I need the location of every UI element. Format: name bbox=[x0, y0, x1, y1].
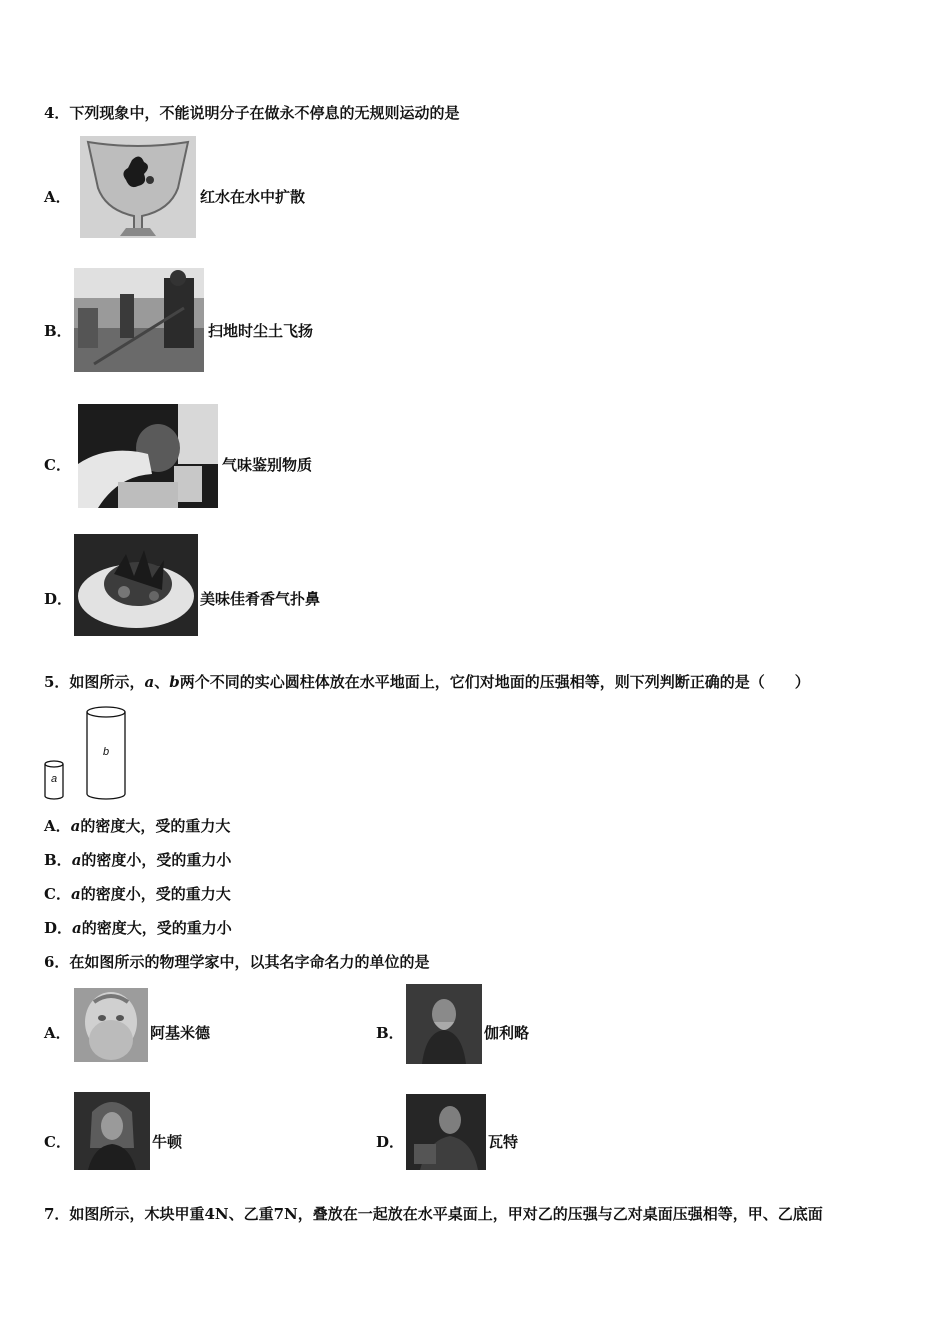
q5-var-a: a bbox=[144, 673, 155, 691]
q6-option-c-portrait bbox=[74, 1092, 150, 1170]
q5-option-c bbox=[44, 883, 231, 904]
q5-sep: 、 bbox=[154, 673, 170, 691]
q6-option-c-text: 牛顿 bbox=[152, 1133, 183, 1151]
q5-cylinder-a-label: a bbox=[50, 773, 58, 785]
q5-option-a-var: a bbox=[70, 817, 81, 835]
q4-option-b-text: 扫地时尘土飞扬 bbox=[208, 322, 314, 340]
q5-cylinder-b-label: b bbox=[102, 746, 110, 758]
q6-option-b-text: 伽利略 bbox=[484, 1024, 530, 1042]
q4-option-b-photo bbox=[74, 268, 204, 372]
q6-option-d-text: 瓦特 bbox=[488, 1133, 519, 1151]
q5-stem-number: 5．如图所示， bbox=[44, 673, 145, 691]
q4-option-a-letter: A． bbox=[44, 188, 71, 206]
q4-option-a-photo bbox=[80, 136, 196, 238]
q5-option-a bbox=[44, 815, 230, 836]
q5-cylinder-figure bbox=[42, 702, 132, 804]
q5-stem bbox=[44, 671, 810, 692]
q5-option-c-var: a bbox=[70, 885, 81, 903]
q6-stem: 6．在如图所示的物理学家中，以其名字命名力的单位的是 bbox=[44, 953, 430, 971]
q5-var-b: b bbox=[169, 673, 180, 691]
q5-option-b-text: 的密度小，受的重力小 bbox=[81, 851, 232, 869]
q7-stem: 7．如图所示，木块甲重4N、乙重7N，叠放在一起放在水平桌面上，甲对乙的压强与乙对桌面压强相等，甲、乙底面 bbox=[44, 1205, 823, 1223]
q4-option-d-letter: D． bbox=[44, 590, 73, 608]
q5-option-c-letter: C． bbox=[44, 885, 71, 903]
q5-option-d-var: a bbox=[72, 919, 82, 937]
q4-option-d-text: 美味佳肴香气扑鼻 bbox=[200, 590, 321, 608]
q6-option-a-letter: A． bbox=[44, 1024, 71, 1042]
q5-option-b-var: a bbox=[71, 851, 82, 869]
q6-option-d-portrait bbox=[406, 1094, 486, 1170]
q5-option-d-text: 的密度大，受的重力小 bbox=[81, 919, 232, 937]
q6-option-b-letter: B． bbox=[376, 1024, 404, 1042]
q4-option-c-photo bbox=[78, 404, 218, 508]
q6-option-a-text: 阿基米德 bbox=[150, 1024, 211, 1042]
q6-option-d-letter: D． bbox=[376, 1133, 405, 1151]
q5-option-c-text: 的密度小，受的重力大 bbox=[80, 885, 231, 903]
q4-option-c-letter: C． bbox=[44, 456, 71, 474]
q5-option-a-text: 的密度大，受的重力大 bbox=[80, 817, 231, 835]
q4-option-c-text: 气味鉴别物质 bbox=[222, 456, 313, 474]
q4-option-d-photo bbox=[74, 534, 198, 636]
q4-stem: 4．下列现象中，不能说明分子在做永不停息的无规则运动的是 bbox=[44, 104, 460, 122]
q5-option-d bbox=[44, 917, 232, 938]
q5-option-b-letter: B． bbox=[44, 851, 72, 869]
q6-option-c-letter: C． bbox=[44, 1133, 71, 1151]
q5-option-a-letter: A． bbox=[44, 817, 71, 835]
q4-option-a-text: 红水在水中扩散 bbox=[200, 188, 306, 206]
q4-option-b-letter: B． bbox=[44, 322, 72, 340]
q6-option-b-portrait bbox=[406, 984, 482, 1064]
q5-stem-text: 两个不同的实心圆柱体放在水平地面上，它们对地面的压强相等，则下列判断正确的是（ ） bbox=[179, 673, 810, 691]
q5-option-b bbox=[44, 849, 231, 870]
q5-option-d-letter: D． bbox=[44, 919, 73, 937]
q6-option-a-portrait bbox=[74, 988, 148, 1062]
